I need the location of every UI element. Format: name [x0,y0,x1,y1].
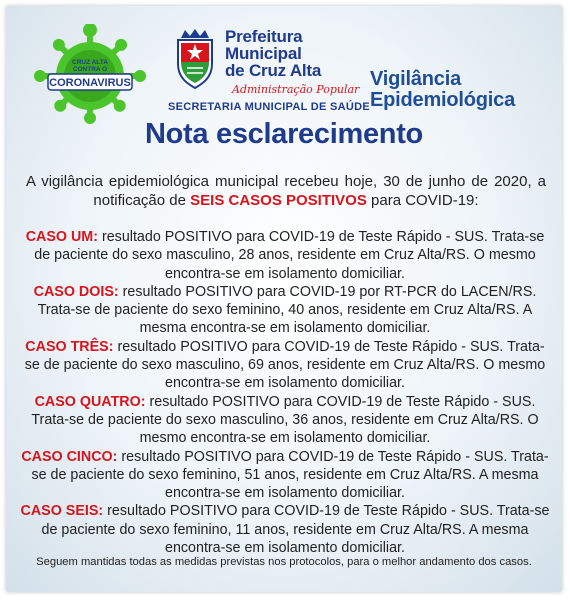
intro-paragraph [26,172,546,210]
virus-line-2: CONTRA O [72,66,108,73]
pref-line-1: Prefeitura [225,27,303,46]
secretaria-label: SECRETARIA MUNICIPAL DE SAÚDE [168,101,371,113]
cases-list [20,228,550,557]
case-label: CASO UM: [25,229,98,245]
vig-line-1: Vigilância [370,68,462,90]
case-text: resultado POSITIVO para COVID-19 de Teste Rápido - SUS. Trata-se de paciente do sexo masculino, 28 anos, residente em Cruz Alta/RS. O mesmo encontra-se em isolamento domiciliar. [34,229,545,282]
pref-line-3: de Cruz Alta [225,61,322,80]
case-item [20,393,550,448]
vig-line-2: Epidemiológica [370,89,516,111]
case-label: CASO TRÊS: [25,338,114,355]
administracao-popular: Administração Popular [232,83,360,96]
case-label: CASO CINCO: [21,448,118,465]
case-label: CASO DOIS: [33,283,119,300]
case-item [20,228,550,283]
case-item [20,338,550,393]
announcement-card [6,6,562,592]
case-text: resultado POSITIVO para COVID-19 de Teste Rápido - SUS. Trata-se de paciente do sexo masculino, 69 anos, residente em Cruz Alta/RS. O mesmo encontra-se em isolamento domiciliar. [24,338,546,392]
virus-word: CORONAVIRUS [49,77,131,89]
page-title: Nota esclarecimento [145,118,423,150]
case-item [20,448,550,503]
case-text: resultado POSITIVO para COVID-19 de Teste Rápido - SUS. Trata-se de paciente do sexo feminino, 11 anos, residente em Cruz Alta/RS. A mesma encontra-se em isolamento domiciliar. [41,503,550,557]
case-text: resultado POSITIVO para COVID-19 de Teste Rápido - SUS. Trata-se de paciente do sexo masculino, 36 anos, residente em Cruz Alta/RS. O mesmo encontra-se em isolamento domiciliar. [31,393,539,447]
intro-highlight: SEIS CASOS POSITIVOS [190,192,367,209]
case-item [20,502,550,557]
intro-before: A vigilância epidemiológica municipal recebeu hoje, 30 de junho de 2020, a notificação de [26,173,546,209]
case-item [20,283,550,338]
coat-of-arms-icon [172,28,218,90]
vigilancia-heading [370,69,515,111]
case-text: resultado POSITIVO para COVID-19 de Teste Rápido - SUS. Trata-se de paciente do sexo feminino, 51 anos, residente em Cruz Alta/RS. A mesma encontra-se em isolamento domiciliar. [31,448,549,502]
pref-line-2: Municipal [225,44,302,63]
prefeitura-name [225,28,321,79]
virus-line-1: CRUZ ALTA [72,59,108,66]
case-label: CASO SEIS: [20,503,104,520]
case-label: CASO QUATRO: [34,393,146,410]
footer-note: Seguem mantidas todas as medidas previstas nos protocolos, para o melhor andamento dos casos. [36,556,532,568]
coronavirus-logo [34,24,146,124]
case-text: resultado POSITIVO para COVID-19 por RT-PCR do LACEN/RS. Trata-se de paciente do sexo feminino, 40 anos, residente em Cruz Alta/RS. A mesma encontra-se em isolamento domiciliar. [37,283,537,337]
intro-after: para COVID-19: [366,192,479,209]
